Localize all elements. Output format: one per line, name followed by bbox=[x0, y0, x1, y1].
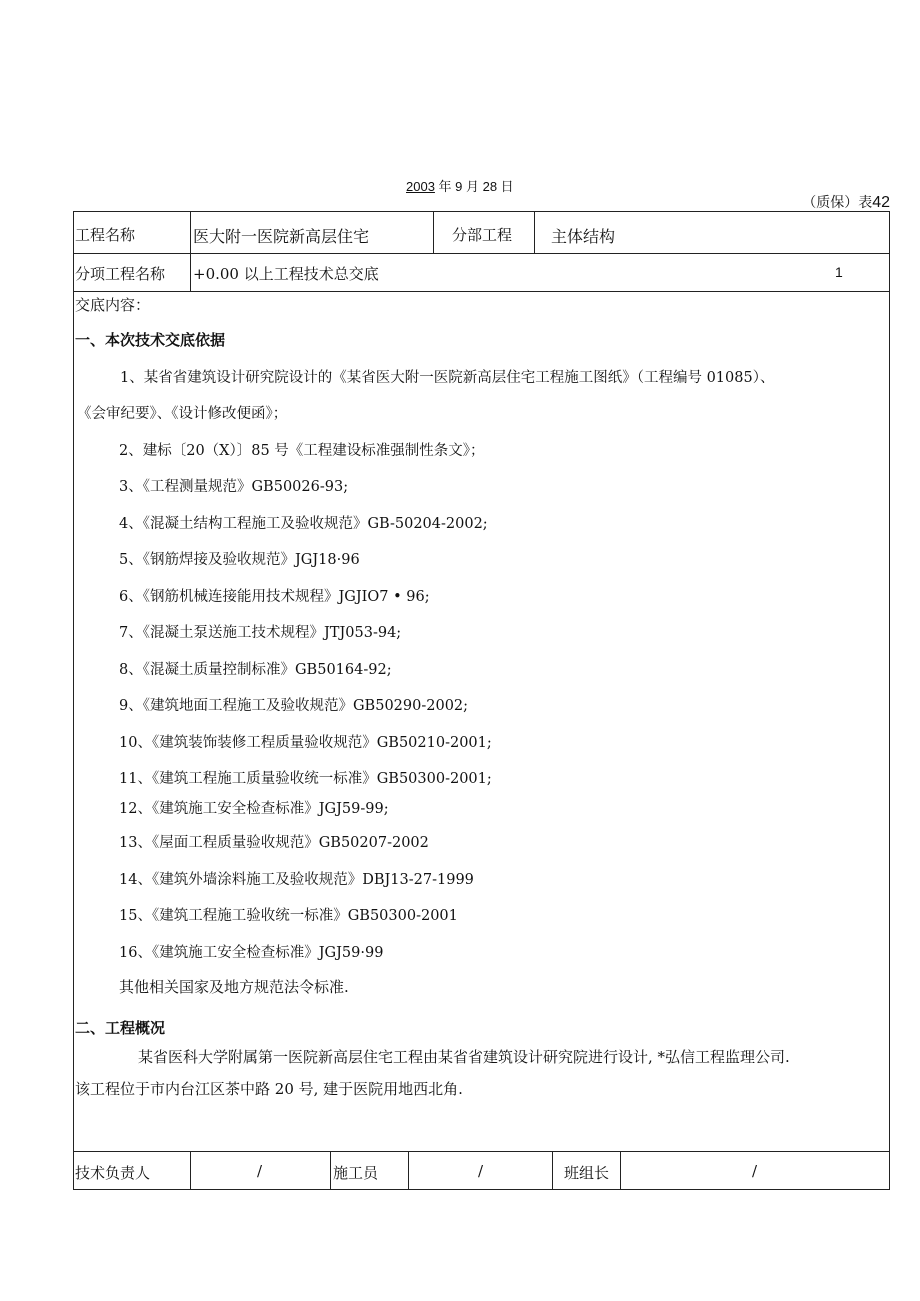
col-divider bbox=[190, 1151, 191, 1190]
basis-line-1: 1、某省省建筑设计研究院设计的《某省医大附一医院新高层住宅工程施工图纸》（工程编号 01085）、 bbox=[120, 370, 775, 386]
content-intro: 交底内容： bbox=[75, 296, 151, 314]
division-label: 分部工程 bbox=[452, 226, 513, 244]
division-value: 主体结构 bbox=[551, 227, 616, 246]
date bbox=[406, 176, 514, 195]
col-divider bbox=[408, 1151, 409, 1190]
list-item: 5、《钢筋焊接及验收规范》JGJ18·96 bbox=[119, 552, 360, 568]
list-item: 8、《混凝土质量控制标准》GB50164-92; bbox=[119, 662, 392, 678]
team-leader-label: 班组长 bbox=[564, 1164, 610, 1182]
col-divider bbox=[330, 1151, 331, 1190]
col-divider bbox=[552, 1151, 553, 1190]
team-leader-value: / bbox=[752, 1162, 758, 1180]
other-standards: 其他相关国家及地方规范法令标准. bbox=[119, 978, 349, 996]
form-label: （质保）表 bbox=[802, 195, 873, 211]
list-item: 11、《建筑工程施工质量验收统一标准》GB50300-2001; bbox=[119, 771, 492, 787]
list-item: 10、《建筑装饰装修工程质量验收规范》GB50210-2001; bbox=[119, 735, 492, 751]
list-item: 4、《混凝土结构工程施工及验收规范》GB-50204-2002; bbox=[119, 516, 488, 532]
section2-title: 二、工程概况 bbox=[75, 1019, 166, 1037]
tech-lead-value: / bbox=[257, 1162, 263, 1180]
row-divider bbox=[73, 1151, 890, 1152]
overview-line-1: 某省医科大学附属第一医院新高层住宅工程由某省省建筑设计研究院进行设计, *弘信工程监理公司. bbox=[138, 1048, 790, 1066]
list-item: 7、《混凝土泵送施工技术规程》JTJ053-94; bbox=[119, 625, 402, 641]
form-number-value: 42 bbox=[872, 194, 890, 211]
list-item: 16、《建筑施工安全检查标准》JGJ59·99 bbox=[119, 945, 384, 961]
col-divider bbox=[620, 1151, 621, 1190]
page-number: 1 bbox=[835, 264, 843, 280]
row-divider bbox=[73, 253, 890, 254]
list-item: 2、建标〔20（X）〕85 号《工程建设标准强制性条文》； bbox=[119, 443, 485, 459]
col-divider bbox=[433, 211, 434, 253]
form-number bbox=[802, 192, 890, 212]
list-item: 9、《建筑地面工程施工及验收规范》GB50290-2002; bbox=[119, 698, 469, 714]
builder-value: / bbox=[478, 1162, 484, 1180]
list-item: 15、《建筑工程施工验收统一标准》GB50300-2001 bbox=[119, 908, 458, 924]
subitem-value: +0.00 以上工程技术总交底 bbox=[193, 265, 379, 283]
list-item: 13、《屋面工程质量验收规范》GB50207-2002 bbox=[119, 835, 429, 851]
builder-label: 施工员 bbox=[333, 1164, 379, 1182]
list-item: 14、《建筑外墙涂料施工及验收规范》DBJ13-27-1999 bbox=[119, 872, 474, 888]
col-divider bbox=[534, 211, 535, 253]
overview-line-2: 该工程位于市内台江区茶中路 20 号, 建于医院用地西北角. bbox=[75, 1080, 463, 1098]
project-name-label: 工程名称 bbox=[75, 226, 136, 244]
list-item: 6、《钢筋机械连接能用技术规程》JGJIO7 • 96; bbox=[119, 589, 430, 605]
list-item: 12、《建筑施工安全检查标准》JGJ59-99; bbox=[119, 801, 389, 817]
tech-lead-label: 技术负责人 bbox=[75, 1164, 151, 1182]
subitem-label: 分项工程名称 bbox=[75, 265, 166, 283]
date-year: 2003 bbox=[406, 179, 435, 194]
section1-title: 一、本次技术交底依据 bbox=[75, 331, 226, 349]
list-item: 3、《工程测量规范》GB50026-93; bbox=[119, 479, 349, 495]
col-divider bbox=[190, 211, 191, 291]
project-name-value: 医大附一医院新高层住宅 bbox=[193, 227, 370, 246]
basis-line-1-continued: 《会审纪要》、《设计修改便函》； bbox=[77, 406, 288, 422]
row-divider bbox=[73, 291, 890, 292]
date-month-day: 年 9 月 28 日 bbox=[438, 179, 514, 194]
